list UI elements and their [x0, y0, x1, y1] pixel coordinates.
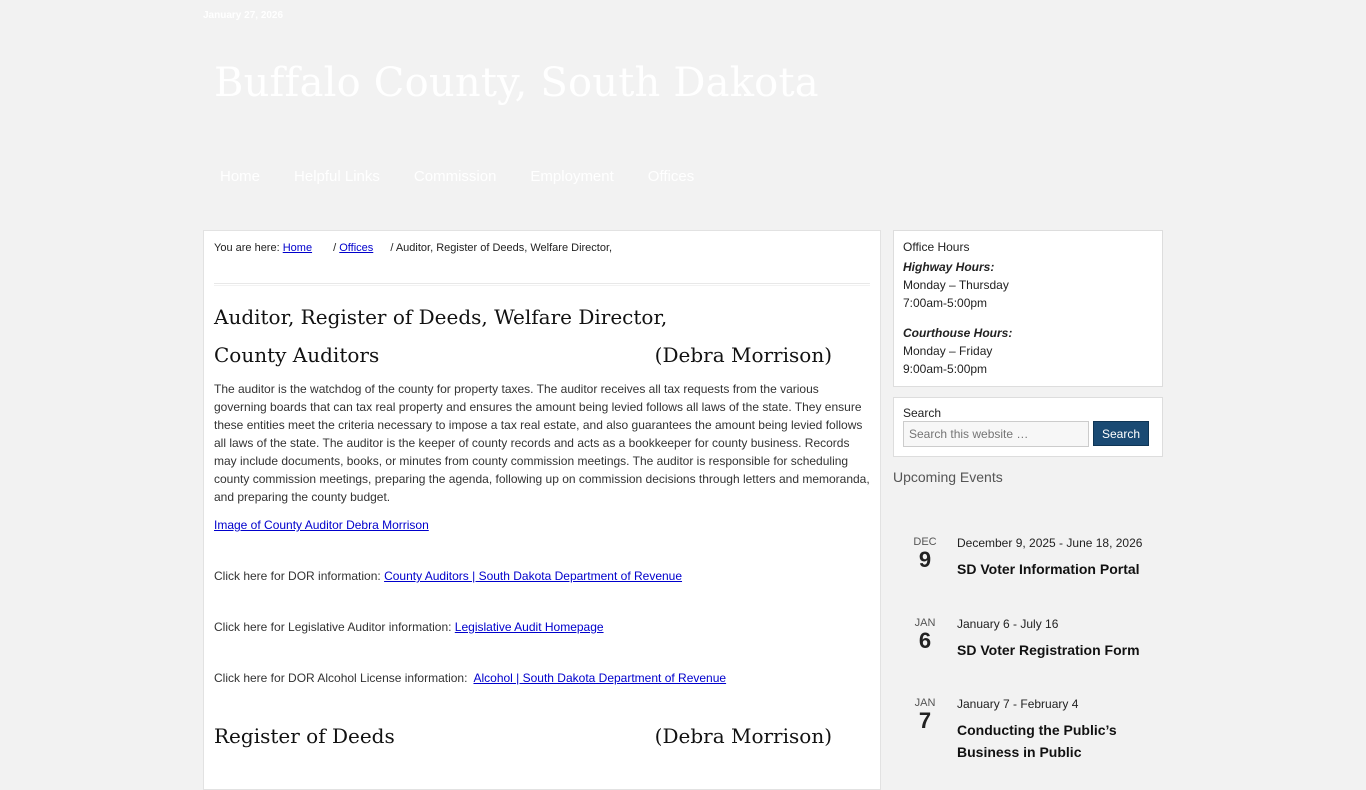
upcoming-events-title: Upcoming Events [893, 469, 1003, 485]
dor-info-line [214, 569, 870, 583]
event-title-link[interactable]: SD Voter Information Portal [957, 561, 1140, 577]
event-info [957, 536, 1163, 580]
site-title[interactable]: Buffalo County, South Dakota [214, 60, 819, 106]
search-input[interactable] [903, 421, 1089, 447]
event-day: 7 [918, 708, 932, 733]
office-hours-title: Office Hours [903, 240, 970, 254]
section-heading-auditors [214, 342, 832, 368]
event-month: DEC [913, 536, 937, 548]
office-hours-widget [893, 230, 1163, 387]
search-button[interactable]: Search [1093, 421, 1149, 446]
page-title: Auditor, Register of Deeds, Welfare Director, [214, 305, 668, 329]
event-date [893, 617, 957, 661]
event-day: 6 [918, 628, 932, 653]
event-title-link[interactable]: Conducting the Public’s Business in Public [957, 722, 1117, 760]
breadcrumb-current: / Auditor, Register of Deeds, Welfare Director, [390, 242, 613, 254]
event-item [893, 617, 1163, 661]
main-nav [203, 168, 711, 185]
event-item [893, 536, 1163, 580]
event-date [893, 536, 957, 580]
event-month: JAN [914, 697, 936, 709]
section-heading-right: (Debra Morrison) [654, 343, 832, 367]
highway-days: Monday – Thursday [903, 278, 1009, 292]
event-range: December 9, 2025 - June 18, 2026 [957, 536, 1143, 550]
search-widget [893, 397, 1163, 457]
alcohol-license-link[interactable]: Alcohol | South Dakota Department of Revenue [473, 671, 727, 685]
courthouse-time: 9:00am-5:00pm [903, 362, 988, 376]
nav-helpful-links[interactable]: Helpful Links [294, 168, 380, 185]
section-heading-left: County Auditors [214, 343, 380, 367]
legislative-info-prefix: Click here for Legislative Auditor information: [214, 620, 452, 634]
legislative-info-line [214, 620, 870, 634]
section-heading-right: (Debra Morrison) [654, 724, 832, 748]
auditor-image-link[interactable]: Image of County Auditor Debra Morrison [214, 518, 429, 532]
header-date: January 27, 2026 [203, 10, 284, 21]
breadcrumb-offices-link[interactable]: Offices [339, 242, 374, 254]
breadcrumb-home-link[interactable]: Home [282, 242, 313, 254]
auditor-description: The auditor is the watchdog of the county for property taxes. The auditor receives all tax requests from the various governing boards that can tax real property and ensures the amount being levied follows all laws of the state. They ensure these entities meet the criteria necessary to impose a tax real estate, and also guarantees the amount being levied follows all laws of the state. The auditor is the keeper of county records and acts as a bookkeeper for county business. Records may include documents, books, or minutes from county commission meetings. The auditor is responsible for scheduling county commission meetings, preparing the agenda, following up on commission decisions through letters and memoranda, and preparing the county budget. [214, 382, 870, 504]
breadcrumb-prefix: You are here: [214, 242, 280, 254]
section-heading-left: Register of Deeds [214, 724, 395, 748]
breadcrumb [214, 242, 870, 260]
main-content [203, 230, 881, 790]
nav-offices[interactable]: Offices [647, 168, 695, 185]
divider [214, 283, 870, 286]
nav-commission[interactable]: Commission [413, 168, 497, 185]
event-info [957, 697, 1163, 763]
search-form [903, 421, 1153, 447]
nav-home[interactable]: Home [220, 168, 261, 185]
spacer [903, 312, 1153, 322]
highway-hours-label: Highway Hours: [903, 260, 995, 274]
dor-info-prefix: Click here for DOR information: [214, 569, 381, 583]
event-range: January 7 - February 4 [957, 697, 1079, 711]
breadcrumb-separator: / [333, 242, 337, 254]
courthouse-hours-label: Courthouse Hours: [903, 326, 1013, 340]
courthouse-days: Monday – Friday [903, 344, 993, 358]
highway-time: 7:00am-5:00pm [903, 296, 988, 310]
event-item [893, 697, 1163, 763]
section-heading-register [214, 723, 832, 749]
event-range: January 6 - July 16 [957, 617, 1059, 631]
alcohol-info-line [214, 671, 870, 685]
event-info [957, 617, 1163, 661]
event-day: 9 [918, 547, 932, 572]
alcohol-info-prefix: Click here for DOR Alcohol License information: [214, 671, 468, 685]
nav-employment[interactable]: Employment [530, 168, 614, 185]
event-month: JAN [914, 617, 936, 629]
search-title: Search [903, 406, 942, 420]
legislative-audit-link[interactable]: Legislative Audit Homepage [454, 620, 604, 634]
event-title-link[interactable]: SD Voter Registration Form [957, 642, 1140, 658]
event-date [893, 697, 957, 763]
dor-info-link[interactable]: County Auditors | South Dakota Department of Revenue [384, 569, 683, 583]
